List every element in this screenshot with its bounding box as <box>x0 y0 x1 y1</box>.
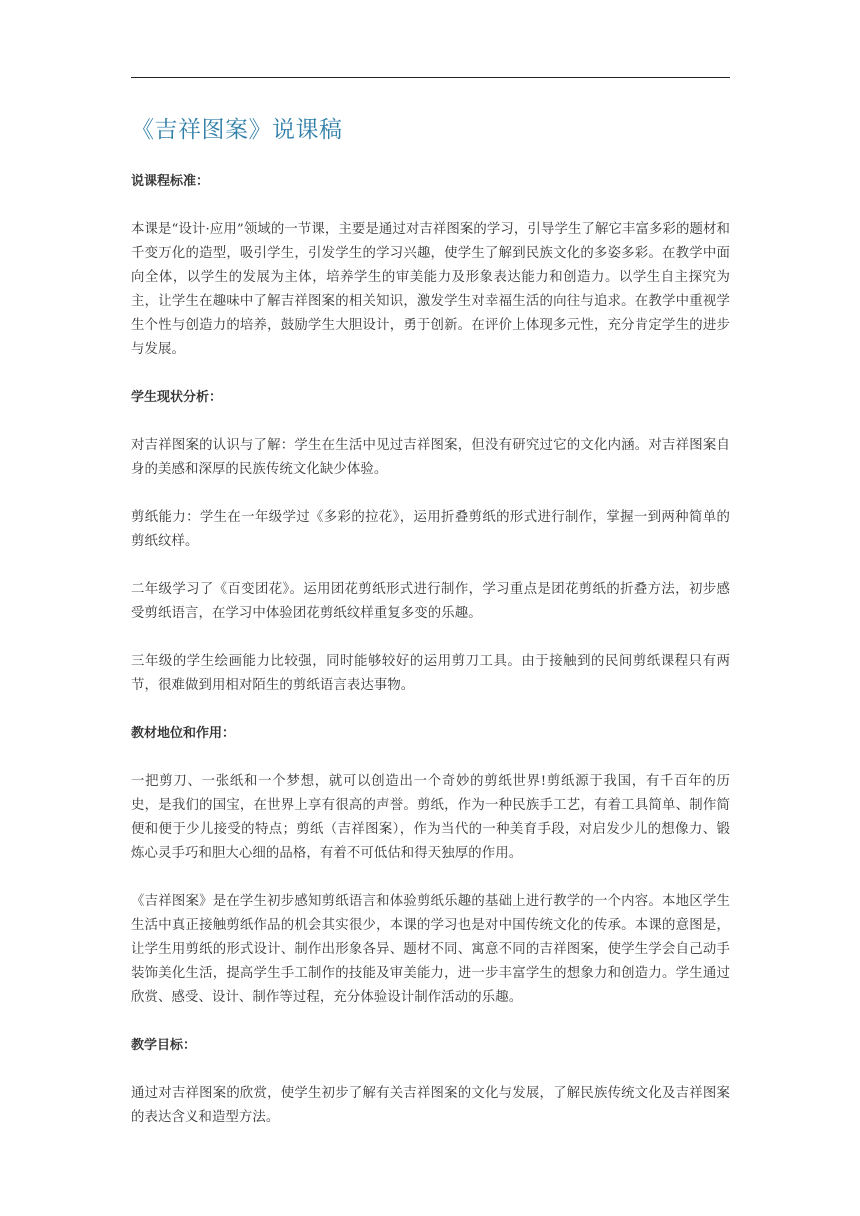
section-heading: 说课程标准： <box>131 174 210 189</box>
document-title: 《吉祥图案》说课稿 <box>131 117 343 143</box>
section-teaching-goals <box>131 1034 730 1130</box>
paragraph: 对吉祥图案的认识与了解：学生在生活中见过吉祥图案，但没有研究过它的文化内涵。对吉祥图案自身的美感和深厚的民族传统文化缺少体验。 <box>131 438 730 477</box>
paragraph: 三年级的学生绘画能力比较强，同时能够较好的运用剪刀工具。由于接触到的民间剪纸课程只有两节，很难做到用相对陌生的剪纸语言表达事物。 <box>131 654 730 693</box>
paragraph: 剪纸能力：学生在一年级学过《多彩的拉花》，运用折叠剪纸的形式进行制作，掌握一到两种简单的剪纸纹样。 <box>131 510 730 549</box>
paragraph: 《吉祥图案》是在学生初步感知剪纸语言和体验剪纸乐趣的基础上进行教学的一个内容。本地区学生生活中真正接触剪纸作品的机会其实很少，本课的学习也是对中国传统文化的传承。本课的意图是，让学生用剪纸的形式设计、制作出形象各异、题材不同、寓意不同的吉祥图案，使学生学会自己动手装饰美化生活，提高学生手工制作的技能及审美能力，进一步丰富学生的想象力和创造力。学生通过欣赏、感受、设计、制作等过程，充分体验设计制作活动的乐趣。 <box>131 894 730 1005</box>
section-student-analysis <box>131 386 730 722</box>
section-textbook-role <box>131 722 730 1034</box>
paragraph: 通过对吉祥图案的欣赏，使学生初步了解有关吉祥图案的文化与发展，了解民族传统文化及吉祥图案的表达含义和造型方法。 <box>131 1086 730 1125</box>
document-body <box>131 170 730 1130</box>
section-curriculum-standard <box>131 170 730 386</box>
section-heading: 教学目标： <box>131 1038 197 1053</box>
section-heading: 教材地位和作用： <box>131 726 236 741</box>
paragraph: 二年级学习了《百变团花》。运用团花剪纸形式进行制作，学习重点是团花剪纸的折叠方法，初步感受剪纸语言，在学习中体验团花剪纸纹样重复多变的乐趣。 <box>131 582 730 621</box>
section-heading: 学生现状分析： <box>131 390 223 405</box>
paragraph: 一把剪刀、一张纸和一个梦想，就可以创造出一个奇妙的剪纸世界!剪纸源于我国，有千百年的历史，是我们的国宝，在世界上享有很高的声誉。剪纸，作为一种民族手工艺，有着工具简单、制作简便和便于少儿接受的特点；剪纸（吉祥图案），作为当代的一种美育手段，对启发少儿的想像力、锻炼心灵手巧和胆大心细的品格，有着不可低估和得天独厚的作用。 <box>131 774 730 861</box>
paragraph: 本课是“设计·应用”领域的一节课，主要是通过对吉祥图案的学习，引导学生了解它丰富多彩的题材和千变万化的造型，吸引学生，引发学生的学习兴趣，使学生了解到民族文化的多姿多彩。在教学中面向全体，以学生的发展为主体，培养学生的审美能力及形象表达能力和创造力。以学生自主探究为主，让学生在趣味中了解吉祥图案的相关知识，激发学生对幸福生活的向往与追求。在教学中重视学生个性与创造力的培养，鼓励学生大胆设计，勇于创新。在评价上体现多元性，充分肯定学生的进步与发展。 <box>131 222 730 357</box>
header-rule <box>131 77 730 78</box>
